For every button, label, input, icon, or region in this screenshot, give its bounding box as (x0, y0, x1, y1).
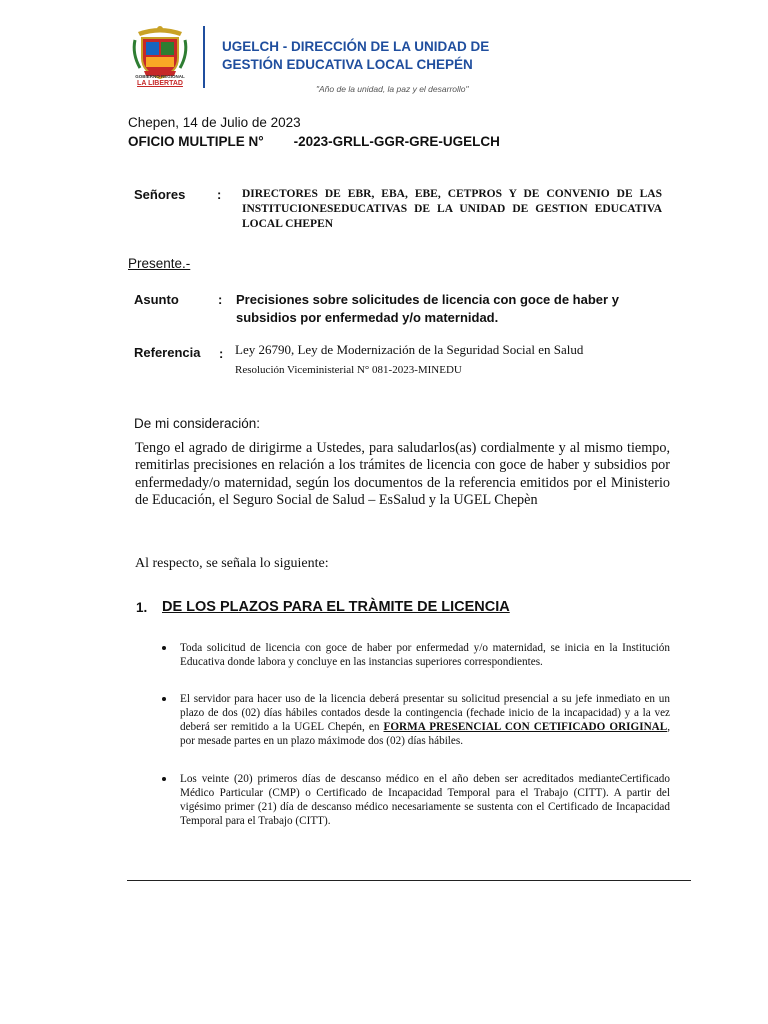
body-paragraph: Tengo el agrado de dirigirme a Ustedes, para saludarlos(as) cordialmente y al mismo tiempo, remitirlas precisiones en relación a los trámites de licencia con goce de haber y subsidios por enfermedady/o maternidad, según los documentos de la referencia emitidos por el Ministerio de Educación, el Seguro Social de Salud – EsSalud y la UGEL Chepèn (135, 440, 670, 508)
bullet-text-1: Toda solicitud de licencia con goce de haber por enfermedad y/o maternidad, se inicia en la Institución Educativa donde labora y concluye en las instancias superiores correspondientes. (180, 642, 670, 668)
bullet-text-3: Los veinte (20) primeros días de descanso médico en el año deben ser acreditados medianteCertificado Médico Particular (CMP) o Certificado de Incapacidad Temporal para el Trabajo (CITT). A partir del vigésimo primer (21) día de descanso médico necesariamente se sustenta con el Certificado de Incapacidad Temporal para el Trabajo (CITT). (180, 773, 670, 827)
document-date: Chepen, 14 de Julio de 2023 (128, 115, 301, 130)
organization-name (222, 38, 642, 74)
list-item (160, 692, 670, 748)
footer-divider (127, 880, 691, 881)
list-item (160, 641, 670, 669)
logo-caption-1: GOBIERNO REGIONAL (135, 74, 185, 79)
subject-label: Asunto (134, 292, 179, 307)
subject-text: Precisiones sobre solicitudes de licencia con goce de haber y subsidios por enfermedad y/o maternidad. (236, 292, 619, 325)
list-item (160, 772, 670, 828)
reference-law: Ley 26790, Ley de Modernización de la Seguridad Social en Salud (235, 342, 584, 357)
coat-of-arms-logo (130, 24, 190, 90)
greeting: De mi consideración: (134, 416, 261, 431)
recipients-text: DIRECTORES DE EBR, EBA, EBE, CETPROS Y DE CONVENIO DE LAS INSTITUCIONESEDUCATIVAS DE LA UNIDAD DE GESTION EDUCATIVA LOCAL CHEPEN (242, 188, 662, 230)
respecto-line: Al respecto, se señala lo siguiente: (135, 556, 329, 571)
oficio-code: -2023-GRLL-GGR-GRE-UGELCH (293, 134, 500, 149)
year-motto: "Año de la unidad, la paz y el desarrollo" (316, 84, 469, 94)
bullet-icon (162, 646, 166, 650)
bullet-text-2-post: , por mesade partes en un plazo máximode dos (02) días hábiles. (180, 721, 670, 747)
org-name-line-1: UGELCH - DIRECCIÓN DE LA UNIDAD DE (222, 39, 490, 54)
logo-caption-2: LA LIBERTAD (137, 80, 183, 87)
reference-colon: : (219, 346, 224, 361)
recipients-label: Señores (134, 187, 186, 202)
bullet-icon (162, 777, 166, 781)
reference-resolution: Resolución Viceministerial N° 081-2023-MINEDU (235, 364, 462, 376)
bullet-text-2-emphasis: FORMA PRESENCIAL CON CETIFICADO ORIGINAL (383, 721, 668, 733)
section-bullet-list (160, 641, 670, 828)
recipients-colon: : (217, 187, 222, 202)
presente-line: Presente.- (128, 256, 191, 271)
oficio-label: OFICIO MULTIPLE N° (128, 134, 264, 149)
bullet-icon (162, 697, 166, 701)
org-name-line-2: GESTIÓN EDUCATIVA LOCAL CHEPÉN (222, 57, 473, 72)
bullet-text-2-pre: El servidor para hacer uso de la licencia deberá presentar su solicitud presencial a su jefe inmediato en un plazo de dos (02) días hábiles contados desde la contingencia (fechade inicio de la incapacidad) y a la vez deberá ser remitido a la UGEL Chepén, en (180, 693, 670, 733)
subject-colon: : (218, 292, 223, 307)
section-number: 1. (136, 600, 148, 615)
header-divider (203, 26, 205, 88)
oficio-number (128, 134, 500, 149)
section-title: DE LOS PLAZOS PARA EL TRÀMITE DE LICENCIA (162, 599, 510, 615)
reference-label: Referencia (134, 345, 201, 360)
